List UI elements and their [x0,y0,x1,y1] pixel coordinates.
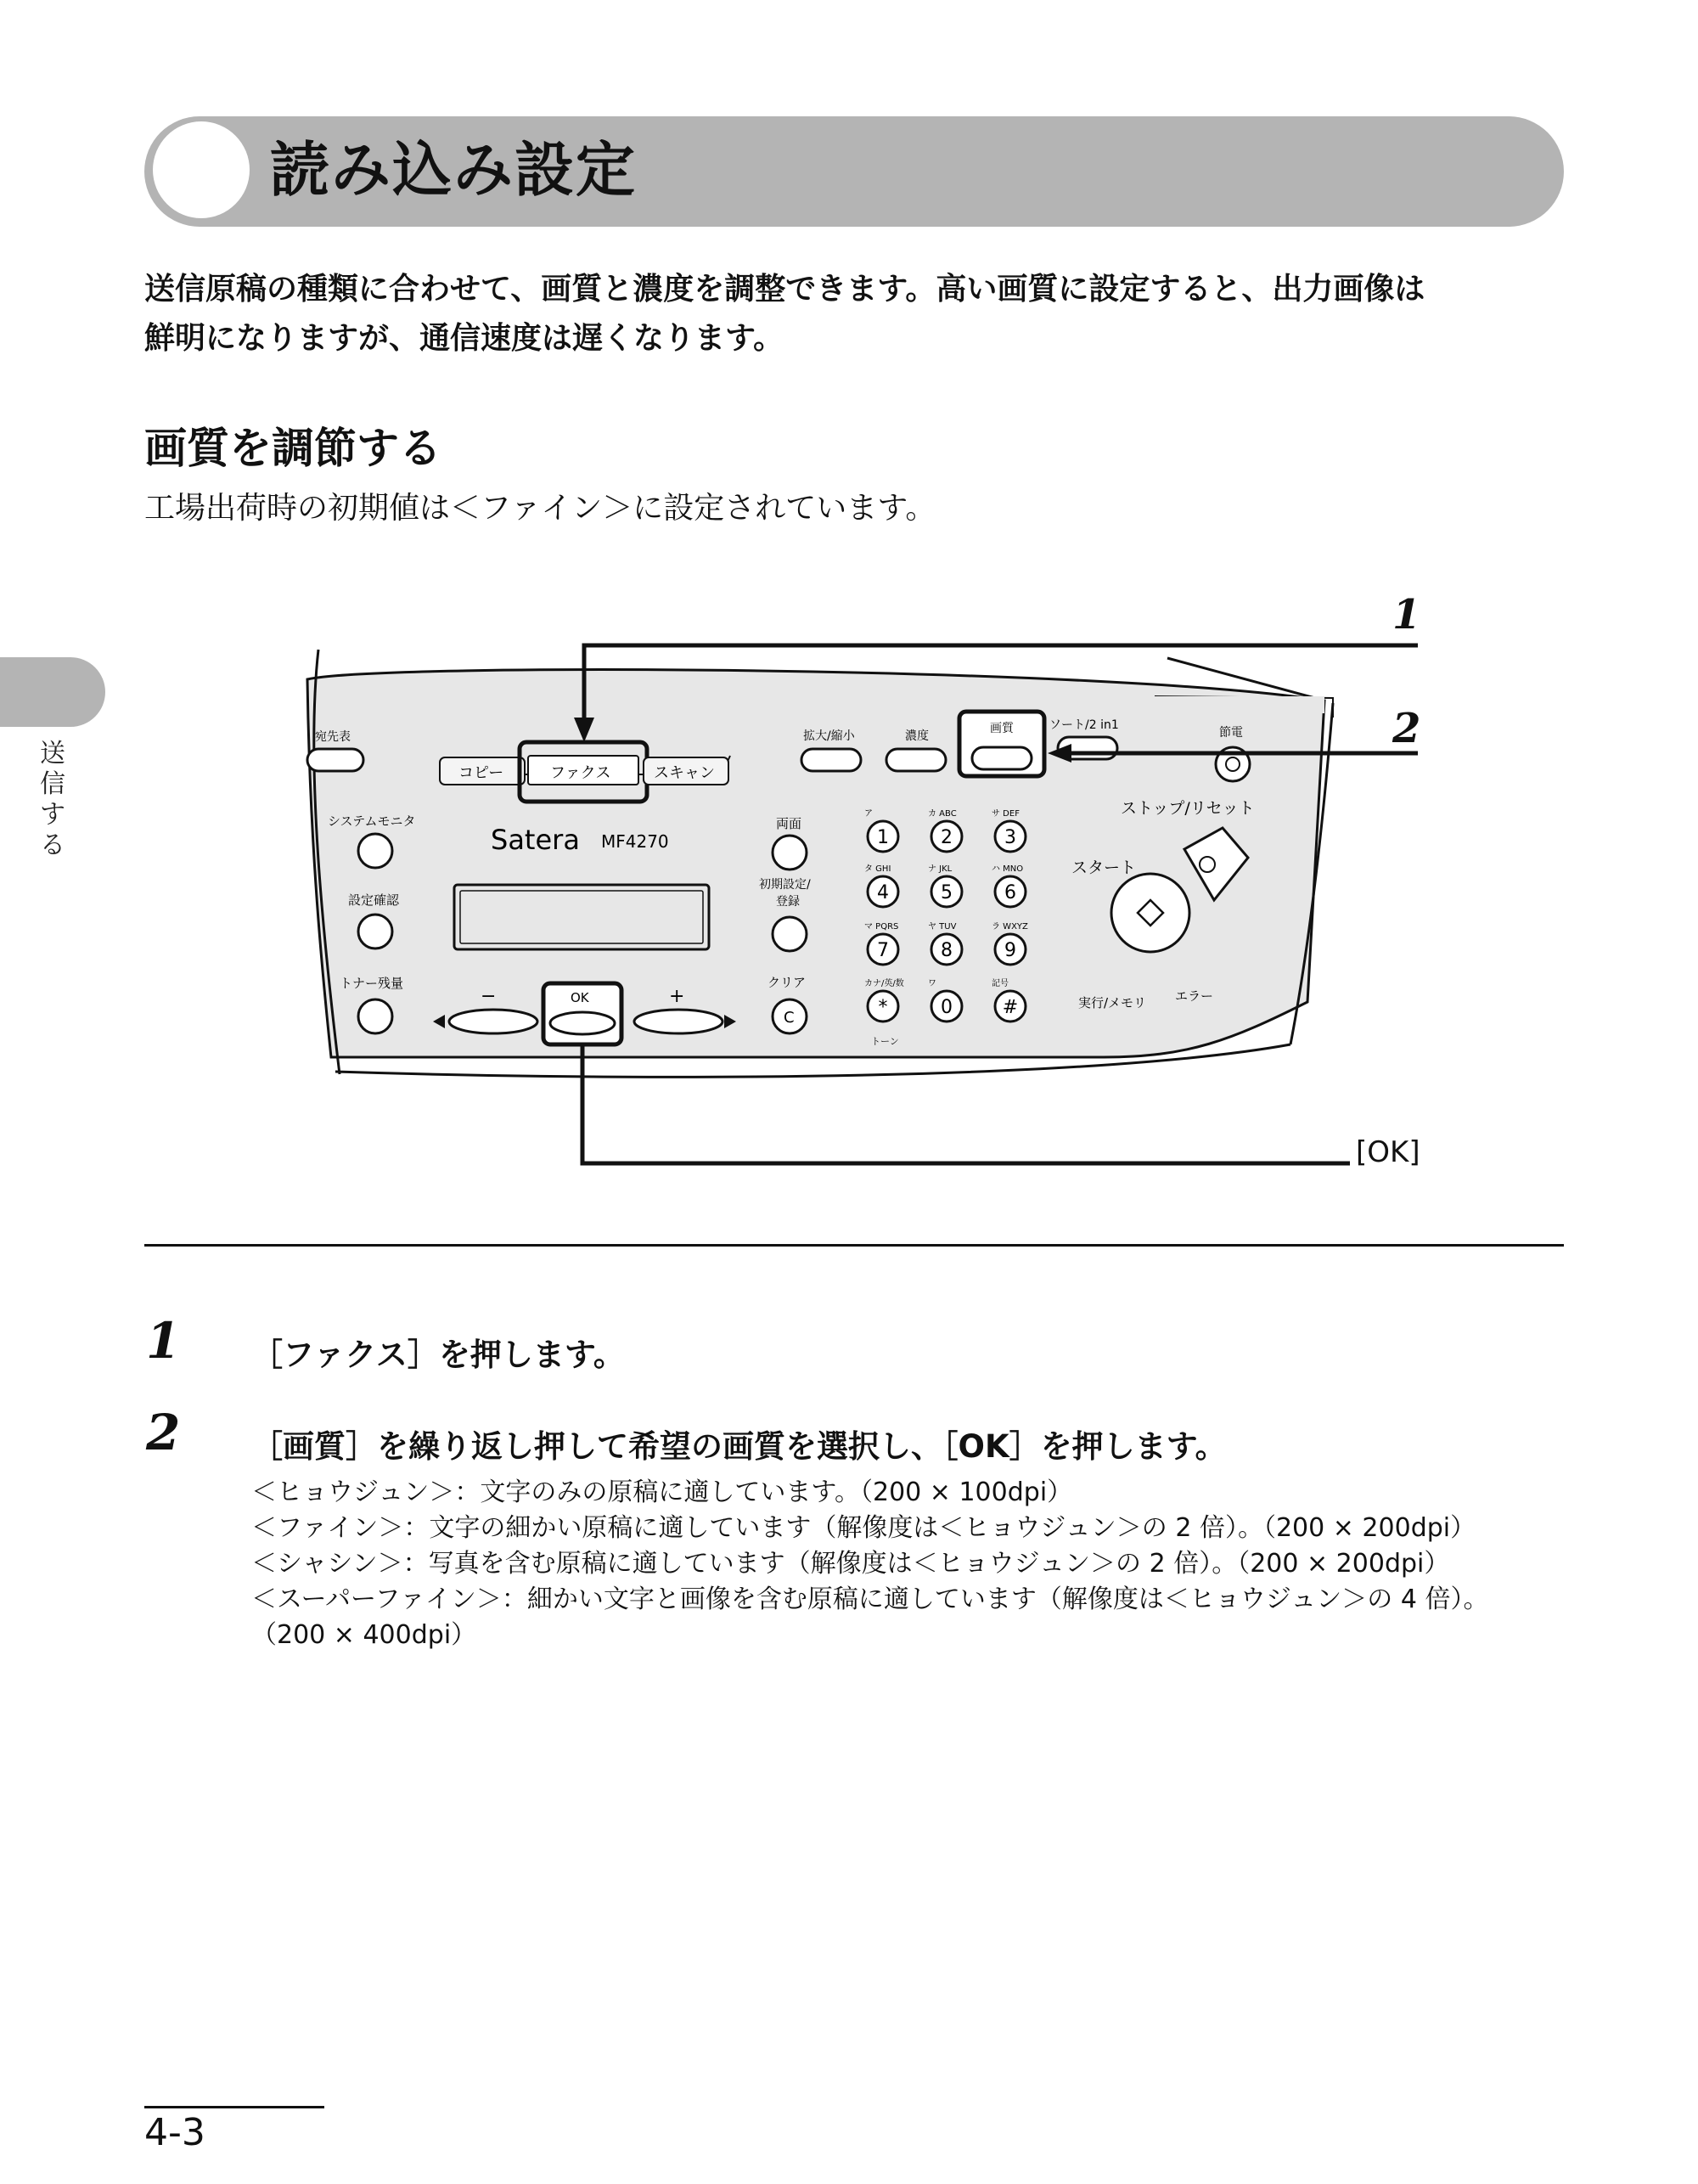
detail-line: （200 × 400dpi） [251,1620,477,1650]
toner-gauge-button [358,999,392,1033]
minus-button [449,1010,537,1033]
numeric-keypad [864,808,1028,1047]
keypad-letters-label: カナ/英/数 [864,979,904,988]
keypad-digit: 6 [1004,882,1016,903]
density-button [886,749,946,771]
step-text-1: ［ファクス］を押します。 [251,1337,625,1373]
stop-label: ストップ/リセット [1121,799,1255,818]
keypad-digit: 0 [941,997,953,1018]
keypad-digit: 3 [1004,827,1016,848]
ok-callout-label: [OK] [1356,1135,1420,1169]
keypad-letters-label: ナ JKL [928,864,953,874]
detail-line: ＜シャシン＞：写真を含む原稿に適しています（解像度は＜ヒョウジュン＞の 2 倍）。（200 × 200dpi） [251,1549,1450,1579]
initial-settings-label-2: 登録 [776,895,800,909]
detail-line: ＜ファイン＞：文字の細かい原稿に適しています（解像度は＜ヒョウジュン＞の 2 倍）。（200 × 200dpi） [251,1513,1476,1543]
keypad-letters-label: ワ [928,979,936,988]
system-monitor-label: システムモニタ [328,813,416,829]
image-quality-button [972,747,1032,769]
keypad-digit: 9 [1004,940,1016,961]
start-label: スタート [1071,858,1137,877]
plus-button [634,1010,722,1033]
keypad-digit: # [1002,997,1019,1018]
energy-saver-label: 節電 [1219,726,1243,740]
section-heading: 画質を調節する [144,424,441,473]
system-monitor-button [358,834,392,868]
keypad-letters-label: サ DEF [992,809,1020,819]
callout-number-2: 2 [1392,705,1421,752]
step-number-1: 1 [146,1312,181,1370]
section-note: 工場出荷時の初期値は＜ファイン＞に設定されています。 [144,491,936,526]
keypad-letters-label: ハ MNO [992,864,1024,874]
keypad-digit: * [878,997,888,1018]
keypad-letters-label: マ PQRS [864,922,899,932]
chapter-label-char: る [40,830,65,860]
keypad-digit: 5 [941,882,953,903]
section-divider [144,1244,1564,1247]
keypad-letters-label: 記号 [992,979,1009,988]
status-check-button [358,915,392,948]
keypad-letters-label: カ ABC [928,809,957,819]
start-button [1111,874,1189,952]
footer-rule [144,2106,324,2108]
keypad-letters-label: ア [864,809,873,819]
image-quality-label: 画質 [990,722,1014,735]
panel-body [307,670,1324,1057]
keypad-letters-label: ヤ TUV [928,922,957,932]
error-label: エラー [1175,988,1214,1004]
ok-button [550,1012,615,1034]
copy-label: コピー [458,764,504,782]
density-label: 濃度 [905,729,929,743]
ok-text: OK [571,990,589,1005]
address-book-label: 宛先表 [315,730,351,744]
sort-label: ソート/2 in1 [1049,718,1119,732]
chapter-label-char: す [40,800,65,830]
page-title: 読み込み設定 [270,135,637,205]
zoom-button [801,749,861,771]
lcd-display [454,885,709,949]
tone-label: トーン [871,1036,899,1047]
minus-label: − [481,986,497,1007]
detail-line: ＜ヒョウジュン＞：文字のみの原稿に適しています。（200 × 100dpi） [251,1478,1073,1507]
keypad-digit: 2 [941,827,953,848]
page-number: 4-3 [144,2111,205,2154]
detail-line: ＜スーパーファイン＞：細かい文字と画像を含む原稿に適しています（解像度は＜ヒョウジュン＞の 4 倍）。 [251,1585,1489,1614]
duplex-button [773,836,807,870]
chapter-label-char: 信 [40,769,65,799]
step-number-2: 2 [146,1404,181,1461]
plus-label: + [669,986,685,1007]
panel-fold [1155,696,1324,713]
status-check-label: 設定確認 [348,892,400,908]
brand-logo: Satera [491,824,580,856]
keypad-letters-label: タ GHI [864,864,891,874]
callout-number-1: 1 [1392,591,1421,639]
intro-line: 送信原稿の種類に合わせて、画質と濃度を調整できます。高い画質に設定すると、出力画像は [144,272,1425,307]
clear-icon: C [784,1009,795,1027]
keypad-digit: 4 [877,882,889,903]
initial-settings-button [773,917,807,951]
resolution-details [251,1475,1488,1653]
processing-label: 実行/メモリ [1078,995,1147,1010]
keypad-digit: 8 [941,940,953,961]
initial-settings-label: 初期設定/ [759,878,811,892]
toner-gauge-label: トナー残量 [340,976,404,991]
address-book-button [307,749,363,771]
scan-label: スキャン [654,764,715,782]
step-text-2: ［画質］を繰り返し押して希望の画質を選択し、［OK］を押します。 [251,1428,1227,1465]
model-label: MF4270 [601,831,669,852]
duplex-label: 両面 [776,816,802,831]
intro-line: 鮮明になりますが、通信速度は遅くなります。 [144,321,784,356]
keypad-letters-label: ラ WXYZ [992,922,1028,932]
fax-label: ファクス [550,764,611,782]
zoom-label: 拡大/縮小 [803,729,855,743]
keypad-digit: 1 [877,827,889,848]
callout-line-ok [582,1046,1350,1163]
keypad-digit: 7 [877,940,889,961]
clear-label: クリア [767,975,807,990]
chapter-label-char: 送 [40,739,65,768]
